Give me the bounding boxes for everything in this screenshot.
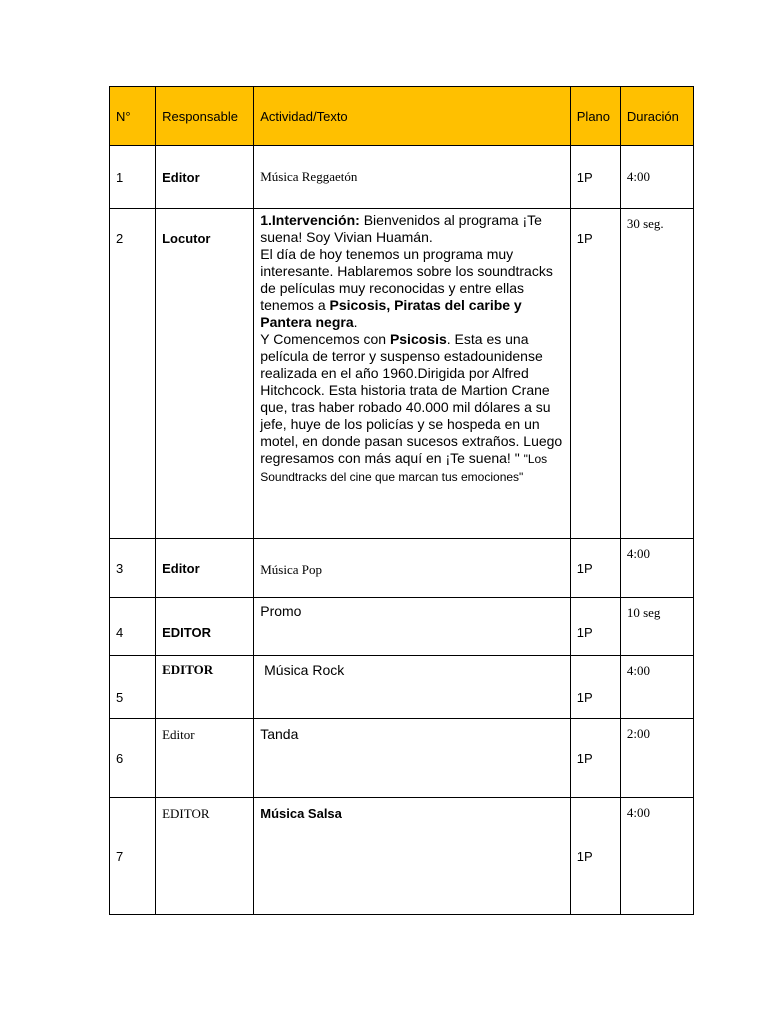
row-plano: 1P	[570, 209, 620, 539]
row-plano: 1P	[570, 798, 620, 915]
intervention-intro: El día de hoy tenemos un programa muy interesante. Hablaremos sobre los soundtracks de películas muy reconocidas y entre ellas tenemos a	[260, 246, 553, 313]
intervention-start: Y Comencemos con	[260, 331, 390, 347]
row-plano: 1P	[570, 656, 620, 719]
row-responsable: Editor	[156, 146, 254, 209]
row-responsable: EDITOR	[156, 598, 254, 656]
intervention-label: 1.Intervención:	[260, 212, 360, 228]
header-responsable: Responsable	[156, 87, 254, 146]
header-row	[110, 87, 694, 146]
row-actividad: Promo	[254, 598, 571, 656]
intervention-slogan: "Los Soundtracks del cine que marcan tus emociones"	[260, 452, 548, 484]
row-plano: 1P	[570, 719, 620, 798]
row-responsable: EDITOR	[156, 798, 254, 915]
row-actividad: Música Pop	[254, 539, 571, 598]
row-plano: 1P	[570, 146, 620, 209]
row-number: 6	[110, 719, 156, 798]
table-row	[110, 719, 694, 798]
row-duracion: 30 seg.	[620, 209, 693, 539]
row-number: 1	[110, 146, 156, 209]
row-actividad: Música Reggaetón	[254, 146, 571, 209]
table-row	[110, 656, 694, 719]
row-duracion: 4:00	[620, 146, 693, 209]
table-row	[110, 798, 694, 915]
header-duracion: Duración	[620, 87, 693, 146]
row-number: 3	[110, 539, 156, 598]
row-duracion: 4:00	[620, 656, 693, 719]
row-duracion: 2:00	[620, 719, 693, 798]
row-actividad	[254, 209, 571, 539]
intervention-films: Psicosis, Piratas del caribe y Pantera negra	[260, 297, 522, 330]
row-plano: 1P	[570, 598, 620, 656]
table-row	[110, 539, 694, 598]
header-actividad: Actividad/Texto	[254, 87, 571, 146]
table-row	[110, 209, 694, 539]
row-responsable: EDITOR	[156, 656, 254, 719]
header-plano: Plano	[570, 87, 620, 146]
row-actividad: Música Rock	[254, 656, 571, 719]
header-number: N°	[110, 87, 156, 146]
table-row	[110, 146, 694, 209]
intervention-psicosis: Psicosis	[389, 331, 447, 347]
intervention-body: . Esta es una película de terror y suspenso estadounidense realizada en el año 1960.Dirigida por Alfred Hitchcock. Esta historia trata de Martion Crane que, tras haber robado 40.000 mil dólares a su jefe, huye de los policías y se hospeda en un motel, en donde pasan sucesos extraños. Luego regresamos con más aquí en ¡Te suena! "	[260, 331, 563, 466]
row-duracion: 4:00	[620, 798, 693, 915]
row-number: 7	[110, 798, 156, 915]
row-number: 4	[110, 598, 156, 656]
row-responsable: Editor	[156, 539, 254, 598]
row-responsable: Editor	[156, 719, 254, 798]
program-script-table	[109, 86, 694, 915]
row-number: 5	[110, 656, 156, 719]
intervention-period: .	[353, 314, 358, 330]
intervention-greeting: Bienvenidos al programa ¡Te suena! Soy Vivian Huamán.	[260, 212, 542, 245]
row-plano: 1P	[570, 539, 620, 598]
row-responsable: Locutor	[156, 209, 254, 539]
row-actividad: Tanda	[254, 719, 571, 798]
row-actividad: Música Salsa	[254, 798, 571, 915]
row-number: 2	[110, 209, 156, 539]
row-duracion: 10 seg	[620, 598, 693, 656]
row-duracion: 4:00	[620, 539, 693, 598]
table-row	[110, 598, 694, 656]
